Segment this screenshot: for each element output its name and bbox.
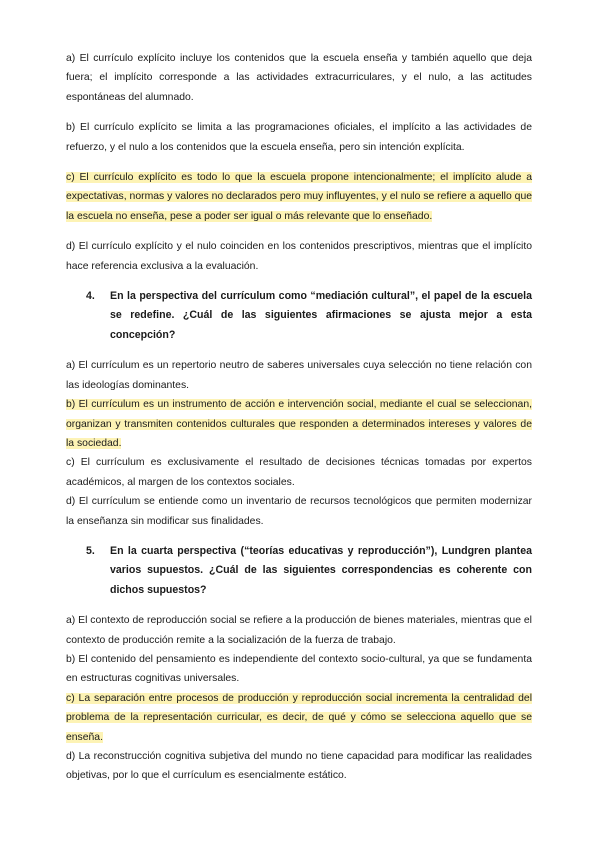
question-5	[66, 542, 532, 600]
q3-option-d: d) El currículo explícito y el nulo coinciden en los contenidos prescriptivos, mientras que el implícito hace referencia exclusiva a la evaluación.	[66, 241, 532, 272]
document-body	[66, 49, 532, 786]
question-5-text: En la cuarta perspectiva (“teorías educativas y reproducción”), Lundgren plantea varios supuestos. ¿Cuál de las siguientes correspondencias es coherente con dichos supuestos?	[110, 544, 532, 596]
q4-option-a: a) El currículum es un repertorio neutro de saberes universales cuya selección no tiene relación con las ideologías dominantes.	[66, 360, 532, 391]
question-5-number: 5.	[86, 544, 95, 557]
question-4-number: 4.	[86, 290, 95, 303]
q5-option-c-highlighted: c) La separación entre procesos de producción y reproducción social incrementa la centralidad del problema de la representación curricular, es decir, de qué y cómo se selecciona aquello que se enseña.	[66, 692, 532, 743]
q3-option-b: b) El currículo explícito se limita a las programaciones oficiales, el implícito a las actividades de refuerzo, y el nulo a los contenidos que la escuela enseña, pero sin intención explícita.	[66, 122, 532, 153]
question-4	[66, 287, 532, 345]
q5-option-a: a) El contexto de reproducción social se refiere a la producción de bienes materiales, mientras que el contexto de producción remite a la socialización de la fuerza de trabajo.	[66, 615, 532, 646]
question-4-text: En la perspectiva del currículum como “mediación cultural”, el papel de la escuela se redefine. ¿Cuál de las siguientes afirmaciones se ajusta mejor a esta concepción?	[110, 290, 532, 341]
q4-option-b-highlighted: b) El currículum es un instrumento de acción e intervención social, mediante el cual se seleccionan, organizan y transmiten contenidos culturales que responden a determinados intereses y valores de la sociedad.	[66, 399, 532, 449]
q5-option-b: b) El contenido del pensamiento es independiente del contexto socio-cultural, ya que se fundamenta en estructuras cognitivas universales.	[66, 653, 532, 685]
q4-option-c: c) El currículum es exclusivamente el resultado de decisiones técnicas tomadas por expertos académicos, al margen de los contextos sociales.	[66, 457, 532, 488]
q3-option-c-highlighted: c) El currículo explícito es todo lo que la escuela propone intencionalmente; el implícito alude a expectativas, normas y valores no declarados pero muy influyentes, y el nulo se refiere a aquello que la escuela no enseña, pese a poder ser igual o más relevante que lo enseñado.	[66, 172, 532, 222]
q5-option-d: d) La reconstrucción cognitiva subjetiva del mundo no tiene capacidad para modificar las realidades objetivas, por lo que el currículum es esencialmente estático.	[66, 751, 532, 782]
q3-option-a: a) El currículo explícito incluye los contenidos que la escuela enseña y también aquello que deja fuera; el implícito corresponde a las actividades extracurriculares, y el nulo, a las actitudes espontáneas del alumnado.	[66, 53, 532, 103]
q4-option-d: d) El currículum se entiende como un inventario de recursos tecnológicos que permiten modernizar la enseñanza sin modificar sus finalidades.	[66, 496, 532, 527]
